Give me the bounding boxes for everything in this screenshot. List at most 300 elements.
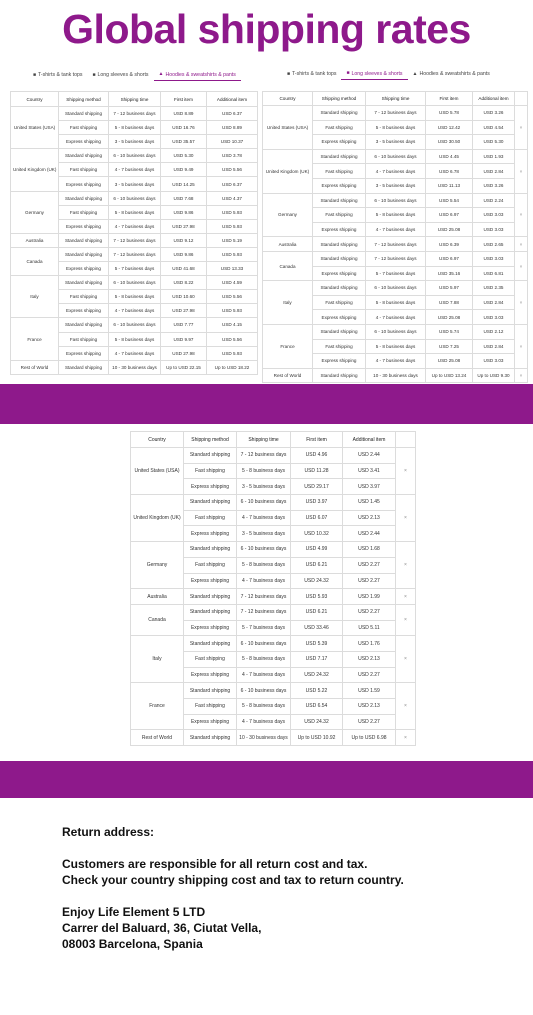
country-cell: Germany — [131, 542, 184, 589]
additional-item-cell: USD 8.89 — [207, 121, 258, 135]
street-address: Carrer del Baluard, 36, Ciutat Vella, — [62, 921, 262, 935]
additional-item-cell: USD 2.65 — [473, 237, 515, 252]
shipping-time-cell: 4 - 7 business days — [366, 222, 426, 237]
first-item-cell: USD 7.68 — [161, 191, 207, 205]
first-item-cell: USD 24.32 — [291, 573, 343, 589]
shipping-method-cell: Fast shipping — [313, 295, 366, 310]
country-cell: Rest of World — [11, 360, 59, 374]
additional-item-cell: USD 5.56 — [207, 332, 258, 346]
additional-item-cell: USD 2.84 — [473, 164, 515, 179]
shipping-time-cell: 3 - 5 business days — [366, 178, 426, 193]
first-item-cell: USD 5.22 — [291, 683, 343, 699]
column-header: First item — [426, 92, 473, 106]
additional-item-cell: USD 1.68 — [343, 542, 396, 558]
shipping-method-cell: Express shipping — [59, 304, 109, 318]
first-item-cell: USD 35.57 — [161, 135, 207, 149]
country-cell: Italy — [263, 281, 313, 325]
shipping-time-cell: 7 - 12 business days — [109, 107, 161, 121]
column-header: Shipping method — [184, 432, 237, 448]
first-item-cell: USD 14.25 — [161, 177, 207, 191]
column-header: Additional item — [207, 92, 258, 107]
shipping-time-cell: 3 - 5 business days — [237, 479, 291, 495]
table-row — [131, 683, 416, 699]
return-cost-notice: Customers are responsible for all return cost and tax. — [62, 857, 368, 871]
shipping-time-cell: 6 - 10 business days — [109, 318, 161, 332]
additional-item-cell: USD 4.59 — [207, 276, 258, 290]
expand-icon[interactable]: × — [396, 448, 416, 495]
table-row — [263, 106, 528, 121]
shipping-time-cell: 5 - 8 business days — [366, 295, 426, 310]
country-cell: United States (USA) — [263, 106, 313, 150]
shipping-method-cell: Standard shipping — [313, 324, 366, 339]
hoodie-icon: ▲ — [158, 71, 164, 77]
table-row — [131, 542, 416, 558]
expand-icon[interactable]: × — [515, 281, 528, 325]
shipping-method-cell: Fast shipping — [59, 163, 109, 177]
shipping-time-cell: 7 - 12 business days — [366, 106, 426, 121]
first-item-cell: USD 25.08 — [426, 354, 473, 369]
shipping-time-cell: 7 - 12 business days — [366, 251, 426, 266]
shipping-time-cell: 10 - 30 business days — [237, 730, 291, 746]
country-cell: Australia — [263, 237, 313, 252]
additional-item-cell: USD 3.26 — [473, 178, 515, 193]
additional-item-cell: USD 5.11 — [343, 620, 396, 636]
shipping-method-cell: Standard shipping — [313, 368, 366, 383]
shipping-method-cell: Fast shipping — [184, 699, 237, 715]
column-header: First item — [161, 92, 207, 107]
tab-tshirt[interactable] — [28, 71, 87, 81]
return-heading: Return address: — [62, 825, 155, 839]
shipping-time-cell: 4 - 7 business days — [366, 164, 426, 179]
shipping-method-cell: Express shipping — [313, 266, 366, 281]
expand-icon[interactable]: × — [515, 106, 528, 150]
expand-icon[interactable]: × — [396, 589, 416, 605]
column-header: Shipping time — [109, 92, 161, 107]
shipping-time-cell: 3 - 5 business days — [109, 135, 161, 149]
tab-hoodie[interactable] — [154, 71, 241, 81]
column-header: Shipping method — [313, 92, 366, 106]
table-header-row — [263, 92, 528, 106]
first-item-cell: USD 9.86 — [161, 247, 207, 261]
additional-item-cell: USD 1.59 — [343, 683, 396, 699]
first-item-cell: USD 6.97 — [426, 208, 473, 223]
shipping-method-cell: Standard shipping — [184, 604, 237, 620]
table-row — [11, 247, 258, 261]
first-item-cell: USD 8.22 — [161, 276, 207, 290]
shipping-time-cell: 5 - 8 business days — [109, 332, 161, 346]
shipping-time-cell: 4 - 7 business days — [109, 163, 161, 177]
shipping-method-cell: Fast shipping — [184, 510, 237, 526]
shipping-method-cell: Standard shipping — [313, 251, 366, 266]
additional-item-cell: USD 3.78 — [207, 149, 258, 163]
table-row — [11, 276, 258, 290]
shipping-method-cell: Standard shipping — [59, 107, 109, 121]
first-item-cell: USD 6.78 — [426, 164, 473, 179]
shipping-method-cell: Standard shipping — [184, 495, 237, 511]
country-cell: Germany — [11, 191, 59, 233]
country-cell: France — [11, 318, 59, 360]
first-item-cell: Up to USD 13.24 — [426, 368, 473, 383]
country-cell: Australia — [11, 233, 59, 247]
shipping-method-cell: Standard shipping — [313, 149, 366, 164]
column-header: Shipping time — [366, 92, 426, 106]
additional-item-cell: USD 4.54 — [473, 120, 515, 135]
expand-icon[interactable]: × — [396, 604, 416, 635]
table-row — [263, 193, 528, 208]
tab-hoodie[interactable] — [408, 70, 495, 80]
shipping-time-cell: 5 - 8 business days — [366, 339, 426, 354]
shipping-method-cell: Standard shipping — [184, 636, 237, 652]
additional-item-cell: USD 1.45 — [343, 495, 396, 511]
shipping-time-cell: 4 - 7 business days — [109, 219, 161, 233]
hoodie-icon: ▲ — [412, 70, 418, 77]
table-row — [131, 730, 416, 746]
shipping-rates-table-long-sleeves — [262, 91, 528, 383]
shipping-time-cell: 6 - 10 business days — [109, 191, 161, 205]
table-row — [131, 448, 416, 464]
shipping-time-cell: 3 - 5 business days — [237, 526, 291, 542]
additional-item-cell: USD 5.30 — [473, 135, 515, 150]
additional-item-cell: USD 3.03 — [473, 354, 515, 369]
shipping-method-cell: Standard shipping — [184, 589, 237, 605]
shipping-time-cell: 6 - 10 business days — [237, 542, 291, 558]
additional-item-cell: USD 3.03 — [473, 208, 515, 223]
shipping-time-cell: 4 - 7 business days — [366, 310, 426, 325]
first-item-cell: USD 7.17 — [291, 651, 343, 667]
first-item-cell: USD 5.74 — [426, 324, 473, 339]
first-item-cell: USD 3.97 — [291, 495, 343, 511]
shipping-method-cell: Express shipping — [313, 178, 366, 193]
country-cell: United States (USA) — [11, 107, 59, 149]
first-item-cell: USD 27.98 — [161, 219, 207, 233]
shipping-time-cell: 4 - 7 business days — [237, 714, 291, 730]
first-item-cell: USD 4.45 — [426, 149, 473, 164]
shipping-time-cell: 4 - 7 business days — [237, 573, 291, 589]
shipping-time-cell: 4 - 7 business days — [109, 346, 161, 360]
table-row — [263, 251, 528, 266]
additional-item-cell: USD 1.99 — [343, 589, 396, 605]
additional-item-cell: USD 5.56 — [207, 163, 258, 177]
additional-item-cell: Up to USD 18.22 — [207, 360, 258, 374]
first-item-cell: USD 5.30 — [161, 149, 207, 163]
first-item-cell: USD 6.39 — [426, 237, 473, 252]
return-tax-notice: Check your country shipping cost and tax to return country. — [62, 873, 404, 887]
additional-item-cell: USD 2.27 — [343, 714, 396, 730]
expand-icon[interactable]: × — [515, 368, 528, 383]
country-cell: United Kingdom (UK) — [263, 149, 313, 193]
first-item-cell: USD 25.08 — [426, 222, 473, 237]
shipping-method-cell: Fast shipping — [59, 332, 109, 346]
tab-long-sleeve[interactable] — [87, 71, 153, 81]
shipping-method-cell: Standard shipping — [59, 247, 109, 261]
additional-item-cell: USD 2.13 — [343, 699, 396, 715]
first-item-cell: USD 7.88 — [426, 295, 473, 310]
return-address-block — [62, 824, 522, 952]
additional-item-cell: USD 5.56 — [207, 290, 258, 304]
first-item-cell: USD 8.89 — [161, 107, 207, 121]
tab-label: T-shirts & tank tops — [292, 71, 337, 77]
tshirt-icon: ■ — [33, 71, 37, 78]
shipping-time-cell: 6 - 10 business days — [237, 636, 291, 652]
shipping-time-cell: 10 - 30 business days — [109, 360, 161, 374]
expand-icon[interactable]: × — [396, 683, 416, 730]
additional-item-cell: USD 3.03 — [473, 251, 515, 266]
shipping-method-cell: Standard shipping — [59, 360, 109, 374]
table-row — [11, 318, 258, 332]
additional-item-cell: USD 6.37 — [207, 177, 258, 191]
table-header-row — [131, 432, 416, 448]
expand-icon[interactable]: × — [515, 149, 528, 193]
shipping-method-cell: Standard shipping — [59, 191, 109, 205]
shipping-method-cell: Express shipping — [184, 620, 237, 636]
shipping-time-cell: 3 - 5 business days — [109, 177, 161, 191]
additional-item-cell: USD 2.27 — [343, 667, 396, 683]
tshirt-icon: ■ — [287, 70, 291, 77]
table-header-row — [11, 92, 258, 107]
first-item-cell: USD 9.86 — [161, 205, 207, 219]
tab-tshirt[interactable] — [282, 70, 341, 80]
country-cell: Italy — [11, 276, 59, 318]
first-item-cell: USD 7.77 — [161, 318, 207, 332]
first-item-cell: USD 5.93 — [291, 589, 343, 605]
additional-item-cell: USD 2.27 — [343, 604, 396, 620]
shipping-time-cell: 5 - 8 business days — [109, 290, 161, 304]
purple-band-top — [0, 384, 533, 424]
first-item-cell: USD 24.32 — [291, 714, 343, 730]
additional-item-cell: USD 2.27 — [343, 573, 396, 589]
first-item-cell: USD 5.54 — [426, 193, 473, 208]
shipping-method-cell: Standard shipping — [313, 281, 366, 296]
shipping-time-cell: 5 - 8 business days — [366, 208, 426, 223]
tab-label: Long sleeves & shorts — [351, 70, 403, 77]
shipping-time-cell: 5 - 8 business days — [237, 557, 291, 573]
country-cell: Canada — [11, 247, 59, 275]
additional-item-cell: USD 2.27 — [343, 557, 396, 573]
additional-item-cell: USD 2.13 — [343, 651, 396, 667]
first-item-cell: USD 4.99 — [291, 542, 343, 558]
first-item-cell: USD 11.13 — [426, 178, 473, 193]
additional-item-cell: USD 3.97 — [343, 479, 396, 495]
additional-item-cell: USD 5.93 — [207, 346, 258, 360]
city-address: 08003 Barcelona, Spania — [62, 937, 203, 951]
shipping-method-cell: Express shipping — [184, 667, 237, 683]
first-item-cell: USD 9.97 — [161, 332, 207, 346]
shipping-method-cell: Express shipping — [313, 354, 366, 369]
long-sleeve-icon: ■ — [346, 70, 350, 76]
first-item-cell: USD 29.17 — [291, 479, 343, 495]
first-item-cell: USD 12.42 — [426, 120, 473, 135]
expand-column-header — [396, 432, 416, 448]
shipping-method-cell: Standard shipping — [184, 730, 237, 746]
country-cell: France — [263, 324, 313, 368]
shipping-time-cell: 7 - 12 business days — [237, 604, 291, 620]
shipping-time-cell: 6 - 10 business days — [237, 495, 291, 511]
additional-item-cell: USD 6.37 — [207, 107, 258, 121]
additional-item-cell: USD 2.84 — [473, 339, 515, 354]
additional-item-cell: Up to USD 6.98 — [343, 730, 396, 746]
additional-item-cell: USD 5.93 — [207, 219, 258, 233]
shipping-time-cell: 4 - 7 business days — [109, 304, 161, 318]
company-name: Enjoy Life Element 5 LTD — [62, 905, 206, 919]
country-cell: Canada — [131, 604, 184, 635]
shipping-time-cell: 4 - 7 business days — [237, 510, 291, 526]
additional-item-cell: USD 3.03 — [473, 310, 515, 325]
tab-long-sleeve[interactable] — [341, 70, 407, 80]
shipping-rates-table-tshirts — [130, 431, 416, 746]
table-row — [11, 191, 258, 205]
shipping-method-cell: Fast shipping — [313, 339, 366, 354]
shipping-time-cell: 6 - 10 business days — [366, 281, 426, 296]
first-item-cell: USD 9.12 — [161, 233, 207, 247]
first-item-cell: USD 41.68 — [161, 262, 207, 276]
shipping-time-cell: 6 - 10 business days — [366, 149, 426, 164]
shipping-time-cell: 5 - 7 business days — [109, 262, 161, 276]
table-row — [263, 149, 528, 164]
tab-bar-2 — [282, 69, 495, 81]
shipping-method-cell: Express shipping — [59, 177, 109, 191]
first-item-cell: USD 10.32 — [291, 526, 343, 542]
shipping-method-cell: Standard shipping — [184, 448, 237, 464]
page-title: Global shipping rates — [62, 6, 471, 52]
shipping-method-cell: Fast shipping — [59, 205, 109, 219]
shipping-method-cell: Standard shipping — [59, 318, 109, 332]
column-header: Additional item — [473, 92, 515, 106]
additional-item-cell: USD 6.81 — [473, 266, 515, 281]
additional-item-cell: USD 2.12 — [473, 324, 515, 339]
shipping-time-cell: 7 - 12 business days — [237, 448, 291, 464]
additional-item-cell: USD 4.37 — [207, 191, 258, 205]
table-row — [263, 237, 528, 252]
tab-label: T-shirts & tank tops — [38, 72, 83, 78]
first-item-cell: USD 4.96 — [291, 448, 343, 464]
table-row — [263, 281, 528, 296]
additional-item-cell: USD 1.76 — [343, 636, 396, 652]
shipping-time-cell: 6 - 10 business days — [109, 276, 161, 290]
first-item-cell: USD 7.25 — [426, 339, 473, 354]
table-row — [263, 324, 528, 339]
shipping-rates-table-hoodies — [10, 91, 258, 375]
expand-icon[interactable]: × — [515, 237, 528, 252]
shipping-method-cell: Fast shipping — [184, 463, 237, 479]
first-item-cell: USD 27.98 — [161, 346, 207, 360]
column-header: Additional item — [343, 432, 396, 448]
country-cell: Rest of World — [263, 368, 313, 383]
table-row — [131, 495, 416, 511]
first-item-cell: USD 6.21 — [291, 604, 343, 620]
table-row — [11, 107, 258, 121]
expand-icon[interactable]: × — [396, 730, 416, 746]
first-item-cell: USD 5.78 — [426, 106, 473, 121]
shipping-time-cell: 5 - 7 business days — [366, 266, 426, 281]
shipping-time-cell: 3 - 5 business days — [366, 135, 426, 150]
expand-icon[interactable]: × — [396, 636, 416, 683]
shipping-method-cell: Fast shipping — [184, 651, 237, 667]
shipping-time-cell: 6 - 10 business days — [237, 683, 291, 699]
column-header: Shipping method — [59, 92, 109, 107]
first-item-cell: USD 27.98 — [161, 304, 207, 318]
long-sleeve-icon: ■ — [92, 71, 96, 78]
shipping-time-cell: 5 - 8 business days — [366, 120, 426, 135]
additional-item-cell: USD 5.93 — [207, 304, 258, 318]
table-row — [11, 149, 258, 163]
first-item-cell: USD 33.46 — [291, 620, 343, 636]
additional-item-cell: USD 2.84 — [473, 295, 515, 310]
shipping-time-cell: 7 - 12 business days — [109, 247, 161, 261]
column-header: Shipping time — [237, 432, 291, 448]
shipping-time-cell: 5 - 8 business days — [237, 463, 291, 479]
country-cell: Australia — [131, 589, 184, 605]
table-row — [131, 589, 416, 605]
tab-label: Hoodies & sweatshirts & pants — [419, 71, 490, 77]
first-item-cell: Up to USD 10.92 — [291, 730, 343, 746]
shipping-time-cell: 5 - 8 business days — [237, 699, 291, 715]
shipping-time-cell: 5 - 8 business days — [109, 121, 161, 135]
shipping-method-cell: Express shipping — [59, 219, 109, 233]
shipping-method-cell: Express shipping — [184, 479, 237, 495]
shipping-time-cell: 5 - 7 business days — [237, 620, 291, 636]
shipping-method-cell: Fast shipping — [59, 290, 109, 304]
shipping-method-cell: Express shipping — [313, 135, 366, 150]
shipping-method-cell: Express shipping — [313, 222, 366, 237]
country-cell: Canada — [263, 251, 313, 280]
expand-icon[interactable]: × — [515, 324, 528, 368]
country-cell: United Kingdom (UK) — [131, 495, 184, 542]
shipping-time-cell: 7 - 12 business days — [109, 233, 161, 247]
table-row — [11, 233, 258, 247]
first-item-cell: USD 24.32 — [291, 667, 343, 683]
column-header: Country — [263, 92, 313, 106]
shipping-time-cell: 6 - 10 business days — [109, 149, 161, 163]
expand-icon[interactable]: × — [396, 542, 416, 589]
shipping-method-cell: Express shipping — [184, 573, 237, 589]
country-cell: United Kingdom (UK) — [11, 149, 59, 191]
shipping-method-cell: Standard shipping — [313, 106, 366, 121]
country-cell: United States (USA) — [131, 448, 184, 495]
tab-label: Hoodies & sweatshirts & pants — [165, 71, 236, 78]
shipping-method-cell: Standard shipping — [313, 237, 366, 252]
shipping-method-cell: Express shipping — [184, 526, 237, 542]
shipping-method-cell: Fast shipping — [313, 208, 366, 223]
shipping-time-cell: 7 - 12 business days — [237, 589, 291, 605]
shipping-method-cell: Fast shipping — [313, 120, 366, 135]
shipping-method-cell: Standard shipping — [184, 683, 237, 699]
expand-icon[interactable]: × — [515, 193, 528, 237]
country-cell: Rest of World — [131, 730, 184, 746]
additional-item-cell: USD 2.44 — [343, 448, 396, 464]
expand-icon[interactable]: × — [396, 495, 416, 542]
shipping-method-cell: Express shipping — [184, 714, 237, 730]
country-cell: Germany — [263, 193, 313, 237]
first-item-cell: USD 16.76 — [161, 121, 207, 135]
first-item-cell: USD 5.97 — [426, 281, 473, 296]
first-item-cell: USD 25.08 — [426, 310, 473, 325]
additional-item-cell: USD 10.37 — [207, 135, 258, 149]
additional-item-cell: USD 1.93 — [473, 149, 515, 164]
shipping-time-cell: 5 - 8 business days — [237, 651, 291, 667]
country-cell: Italy — [131, 636, 184, 683]
shipping-time-cell: 4 - 7 business days — [237, 667, 291, 683]
shipping-method-cell: Standard shipping — [184, 542, 237, 558]
shipping-time-cell: 10 - 30 business days — [366, 368, 426, 383]
additional-item-cell: USD 2.13 — [343, 510, 396, 526]
first-item-cell: Up to USD 22.15 — [161, 360, 207, 374]
expand-icon[interactable]: × — [515, 251, 528, 280]
additional-item-cell: Up to USD 9.30 — [473, 368, 515, 383]
first-item-cell: USD 9.49 — [161, 163, 207, 177]
additional-item-cell: USD 3.03 — [473, 222, 515, 237]
shipping-method-cell: Standard shipping — [59, 149, 109, 163]
shipping-method-cell: Fast shipping — [184, 557, 237, 573]
